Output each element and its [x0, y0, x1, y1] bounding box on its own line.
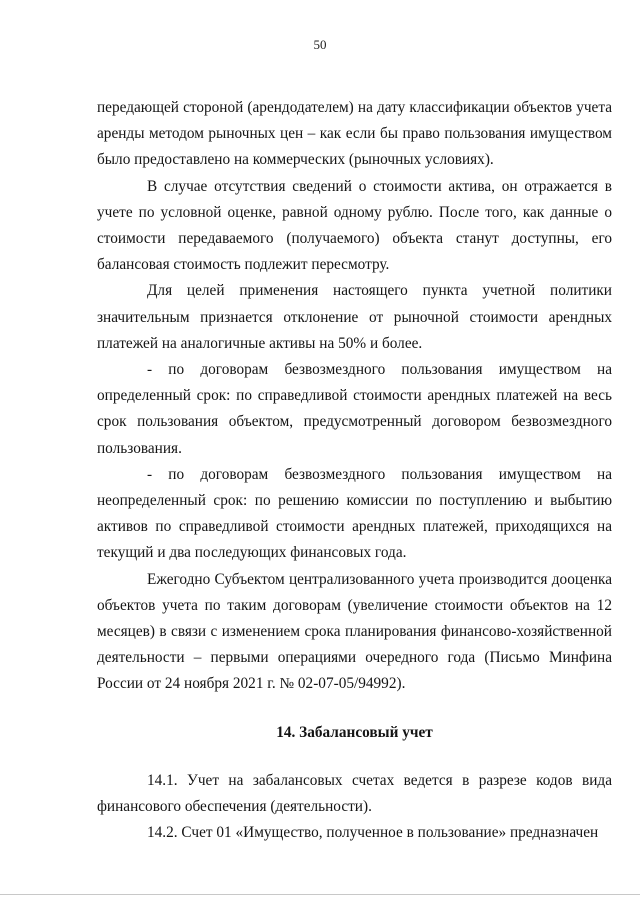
paragraph-missing-value: В случае отсутствия сведений о стоимости актива, он отражается в учете по условной оценке, равной одному рублю. После того, как данные о стоимости передаваемого (получаемого) объекта станут доступны, его балансовая стоимость подлежит пересмотру. [97, 177, 612, 274]
list-item-indefinite-term: - по договорам безвозмездного пользования имуществом на неопределенный срок: по решению комиссии по поступлению и выбытию активов по справедливой стоимости арендных платежей, приходящихся на текущий и два последующих финансовых года. [97, 465, 612, 562]
page-number: 50 [313, 37, 327, 52]
page-bottom-edge [0, 894, 640, 895]
paragraph-annual-revaluation: Ежегодно Субъектом централизованного учета производится дооценка объектов учета по таким договорам (увеличение стоимости объектов на 12 месяцев) в связи с изменением срока планирования финансово-хозяйственной деятельности – первыми операциями очередного года (Письмо Минфина России от 24 ноября 2021 г. № 02-07-05/94992). [97, 570, 612, 693]
paragraph-continuation: передающей стороной (арендодателем) на дату классификации объектов учета аренды методом рыночных цен – как если бы право пользования имуществом было предоставлено на коммерческих (рыночных условиях). [97, 99, 612, 169]
list-item-fixed-term: - по договорам безвозмездного пользования имуществом на определенный срок: по справедливой стоимости арендных платежей на весь срок пользования объектом, предусмотренный договором безвозмездного пользования. [97, 361, 612, 457]
paragraph-significant-deviation: Для целей применения настоящего пункта учетной политики значительным признается отклонение от рыночной стоимости арендных платежей на аналогичные активы на 50% и более. [97, 282, 612, 352]
section-heading: 14. Забалансовый учет [276, 723, 433, 741]
paragraph-14-2: 14.2. Счет 01 «Имущество, полученное в пользование» предназначен [147, 824, 599, 842]
paragraph-14-1: 14.1. Учет на забалансовых счетах ведется в разрезе кодов вида финансового обеспечения (деятельности). [97, 771, 612, 816]
document-body [97, 95, 612, 846]
